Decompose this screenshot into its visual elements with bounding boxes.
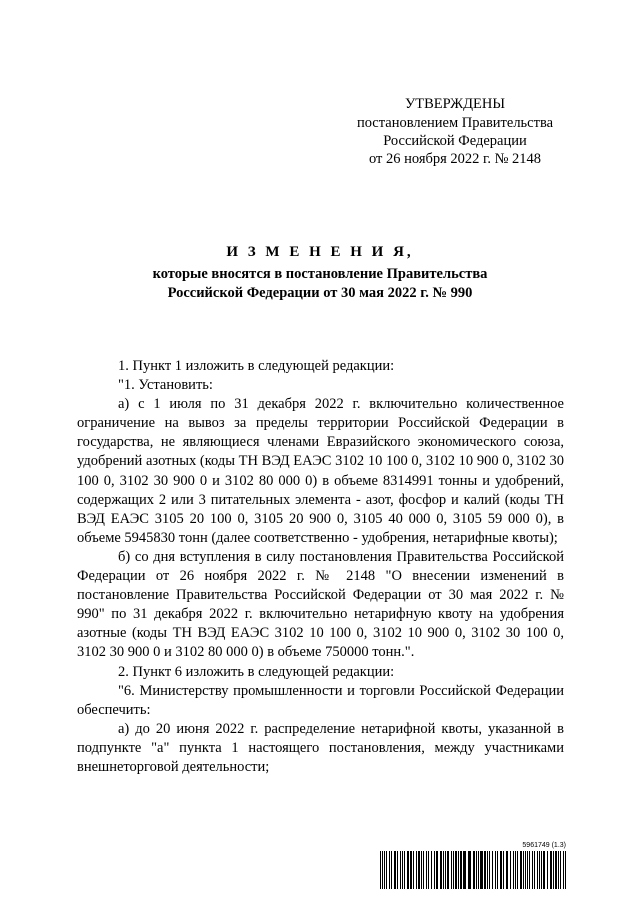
- approval-line-2: Российской Федерации: [383, 133, 527, 149]
- paragraph: б) со дня вступления в силу постановления Правительства Российской Федерации от 26 ноября 2022 г. № 2148 "О внесении изменений в постановление Правительства Российской Федерации от 30 мая 2022 г. № 990" по 31 декабря 2022 г. включительно нетарифную квоту на удобрения азотные (коды ТН ВЭД ЕАЭС 3102 10 100 0, 3102 10 900 0, 3102 30 100 0, 3102 30 900 0 и 3102 80 000 0) в объеме 750000 тонн.".: [77, 548, 564, 661]
- document-subtitle: [0, 265, 640, 303]
- paragraph: а) с 1 июля по 31 декабря 2022 г. включительно количественное ограничение на вывоз за пределы территории Российской Федерации в государства, не являющиеся членами Евразийского экономического союза, удобрений азотных (коды ТН ВЭД ЕАЭС 3102 10 100 0, 3102 10 900 0, 3102 30 100 0, 3102 30 900 0 и 3102 80 000 0) в объеме 8314991 тонны и удобрений, содержащих 2 или 3 питательных элемента - азот, фосфор и калий (коды ТН ВЭД ЕАЭС 3105 20 100 0, 3105 20 900 0, 3105 40 000 0, 3105 59 000 0), в объеме 5945830 тонн (далее соответственно - удобрения, нетарифные квоты);: [77, 396, 564, 546]
- approval-heading: УТВЕРЖДЕНЫ: [404, 96, 506, 112]
- paragraph: а) до 20 июня 2022 г. распределение нетарифной квоты, указанной в подпункте "а" пункта 1 настоящего постановления, между участниками внешнеторговой деятельности;: [77, 720, 564, 775]
- document-barcode: [380, 842, 566, 892]
- paragraph: "6. Министерству промышленности и торговли Российской Федерации обеспечить:: [77, 682, 564, 718]
- document-title: И З М Е Н Е Н И Я,: [226, 244, 414, 260]
- barcode-label: 5961749 (1.3): [522, 842, 566, 849]
- approval-line-3: от 26 ноября 2022 г. № 2148: [368, 151, 542, 167]
- document-body: [77, 357, 564, 777]
- subtitle-line-2: Российской Федерации от 30 мая 2022 г. № 990: [167, 285, 473, 301]
- paragraph: 1. Пункт 1 изложить в следующей редакции:: [118, 358, 395, 374]
- subtitle-line-1: которые вносятся в постановление Правительства: [152, 266, 488, 282]
- paragraph: "1. Установить:: [118, 377, 213, 394]
- paragraph: 2. Пункт 6 изложить в следующей редакции:: [118, 663, 395, 680]
- approval-stamp: [340, 95, 570, 168]
- barcode-icon: [380, 851, 566, 889]
- approval-line-1: постановлением Правительства: [356, 115, 554, 131]
